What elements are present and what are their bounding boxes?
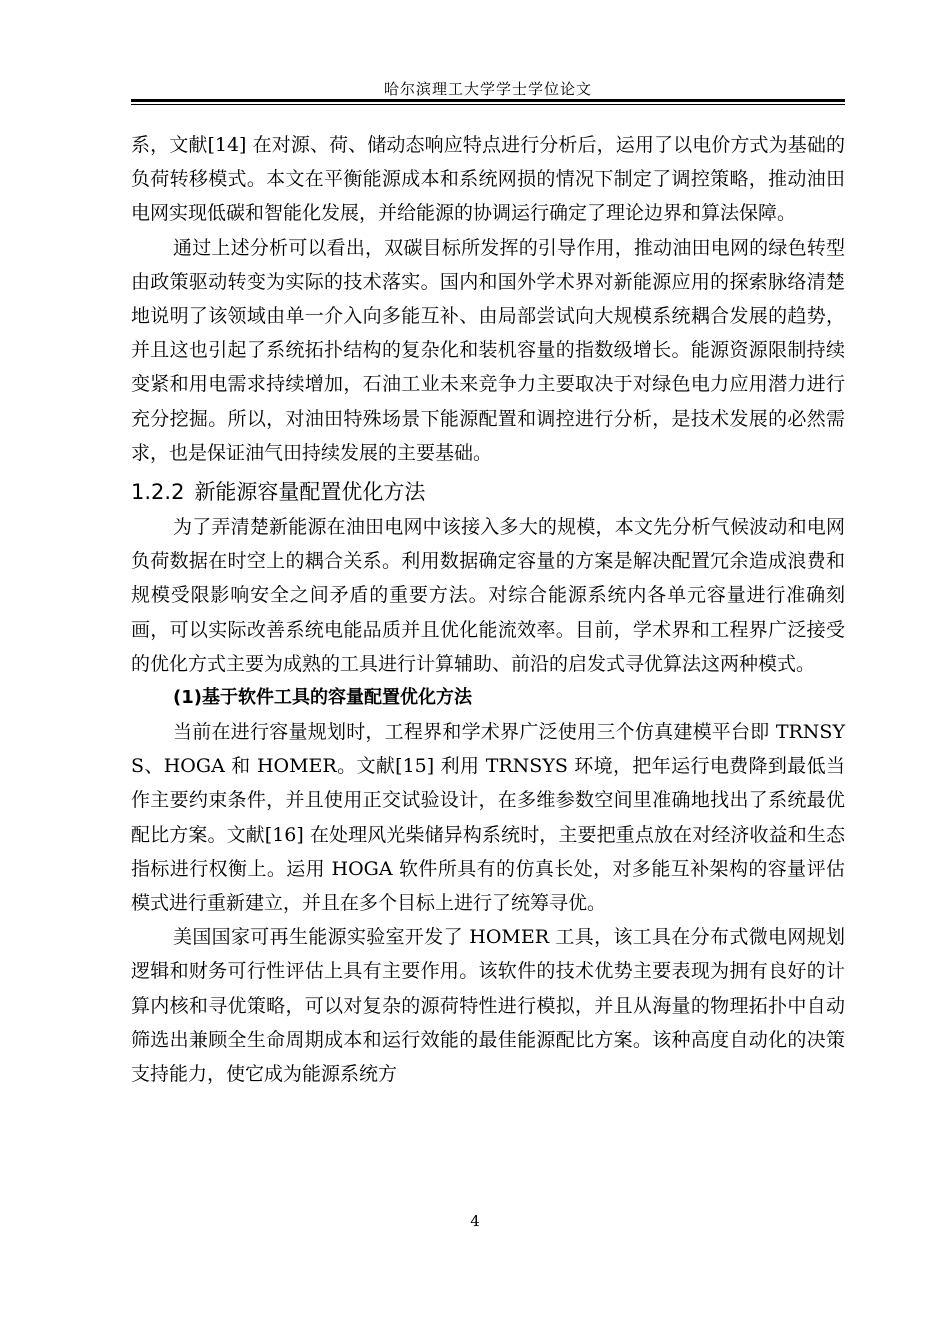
section-number: 1.2.2 — [131, 480, 185, 505]
body-paragraph: 通过上述分析可以看出，双碳目标所发挥的引导作用，推动油田电网的绿色转型由政策驱动转变为实际的技术落实。国内和国外学术界对新能源应用的探索脉络清楚地说明了该领域由单一介入向多能互补、由局部尝试向大规模系统耦合发展的趋势，并且这也引起了系统拓扑结构的复杂化和装机容量的指数级增长。能源资源限制持续变紧和用电需求持续增加，石油工业未来竞争力主要取决于对绿色电力应用潜力进行充分挖掘。所以，对油田特殊场景下能源配置和调控进行分析，是技术发展的必然需求，也是保证油气田持续发展的主要基础。 — [131, 236, 845, 464]
page-number: 4 — [470, 1212, 480, 1230]
body-paragraph: 系，文献[14] 在对源、荷、储动态响应特点进行分析后，运用了以电价方式为基础的负荷转移模式。本文在平衡能源成本和系统网损的情况下制定了调控策略，推动油田电网实现低碳和智能化发展，并给能源的协调运行确定了理论边界和算法保障。 — [131, 134, 845, 225]
body-paragraph: 当前在进行容量规划时，工程界和学术界广泛使用三个仿真建模平台即 TRNSYS、HOGA 和 HOMER。文献[15] 利用 TRNSYS 环境，把年运行电费降到最低当作主要约束条件，并且使用正交试验设计，在多维参数空间里准确地找出了系统最优配比方案。文献[16] 在处理风光柴储异构系统时，主要把重点放在对经济收益和生态指标进行权衡上。运用 HOGA 软件所具有的仿真长处，对多能互补架构的容量评估模式进行重新建立，并且在多个目标上进行了统筹寻优。 — [131, 721, 845, 915]
running-header: 哈尔滨理工大学学士学位论文 — [383, 80, 592, 98]
section-title: 新能源容量配置优化方法 — [194, 480, 426, 505]
body-paragraph: 为了弄清楚新能源在油田电网中该接入多大的规模，本文先分析气候波动和电网负荷数据在时空上的耦合关系。利用数据确定容量的方案是解决配置冗余造成浪费和规模受限影响安全之间矛盾的重要方法。对综合能源系统内各单元容量进行准确刻画，可以实际改善系统电能品质并且优化能流效率。目前，学术界和工程界广泛接受的优化方式主要为成熟的工具进行计算辅助、前沿的启发式寻优算法这两种模式。 — [131, 516, 845, 675]
subsection-heading: (1)基于软件工具的容量配置优化方法 — [173, 687, 472, 709]
section-heading — [131, 474, 845, 510]
header-rule-thin — [131, 104, 845, 105]
page-body — [131, 128, 845, 1091]
body-paragraph: 美国国家可再生能源实验室开发了 HOMER 工具，该工具在分布式微电网规划逻辑和财务可行性评估上具有主要作用。该软件的技术优势主要表现为拥有良好的计算内核和寻优策略，可以对复杂的源荷特性进行模拟，并且从海量的物理拓扑中自动筛选出兼顾全生命周期成本和运行效能的最佳能源配比方案。该种高度自动化的决策支持能力，使它成为能源系统方 — [131, 926, 845, 1086]
header-rule-thick — [131, 99, 845, 102]
